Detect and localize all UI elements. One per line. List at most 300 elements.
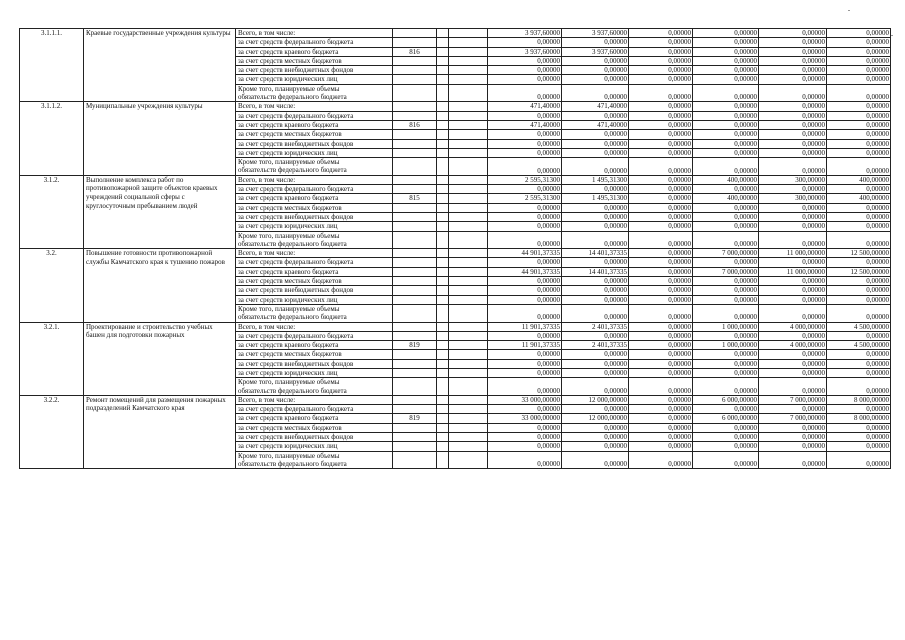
empty-cell (449, 130, 488, 139)
budget-code (393, 331, 437, 340)
amount-cell: 6 000,00000 (693, 395, 759, 404)
amount-cell: 0,00000 (827, 111, 891, 120)
item-name: Ремонт помещений для размещения пожарных подразделений Камчатского края (84, 395, 236, 468)
amount-cell: 0,00000 (693, 158, 759, 176)
amount-cell: 0,00000 (562, 277, 629, 286)
empty-cell (437, 222, 449, 231)
amount-cell: 0,00000 (759, 185, 827, 194)
amount-cell: 0,00000 (693, 222, 759, 231)
funding-source-line: Кроме того, планируемые объемы (238, 231, 340, 240)
empty-cell (437, 203, 449, 212)
table-row (20, 102, 891, 111)
amount-cell: 0,00000 (827, 139, 891, 148)
empty-cell (449, 139, 488, 148)
amount-cell: 0,00000 (693, 350, 759, 359)
amount-cell: 0,00000 (629, 249, 693, 258)
amount-cell: 0,00000 (759, 277, 827, 286)
amount-cell: 8 000,00000 (827, 414, 891, 423)
item-name: Краевые государственные учреждения культуры (84, 29, 236, 102)
amount-cell: 0,00000 (759, 331, 827, 340)
amount-cell: 0,00000 (827, 102, 891, 111)
amount-cell: 0,00000 (562, 185, 629, 194)
amount-cell: 0,00000 (759, 423, 827, 432)
amount-cell: 0,00000 (488, 451, 562, 469)
amount-cell: 0,00000 (827, 148, 891, 157)
budget-code (393, 350, 437, 359)
empty-cell (449, 194, 488, 203)
budget-code: 816 (393, 120, 437, 129)
table-row (20, 29, 891, 38)
amount-cell: 0,00000 (488, 405, 562, 414)
amount-cell: 0,00000 (629, 47, 693, 56)
amount-cell: 0,00000 (629, 38, 693, 47)
amount-cell: 0,00000 (693, 304, 759, 322)
funding-source: за счет средств федерального бюджета (236, 405, 393, 414)
funding-source: Всего, в том числе: (236, 395, 393, 404)
amount-cell: 12 500,00000 (827, 249, 891, 258)
amount-cell: 471,40000 (488, 120, 562, 129)
empty-cell (449, 350, 488, 359)
empty-cell (437, 231, 449, 249)
budget-code (393, 148, 437, 157)
amount-cell: 0,00000 (827, 84, 891, 102)
amount-cell: 0,00000 (759, 295, 827, 304)
amount-cell: 1 000,00000 (693, 341, 759, 350)
empty-cell (449, 295, 488, 304)
budget-code: 815 (393, 194, 437, 203)
empty-cell (437, 47, 449, 56)
amount-cell: 11 000,00000 (759, 267, 827, 276)
amount-cell: 7 000,00000 (693, 249, 759, 258)
empty-cell (449, 29, 488, 38)
amount-cell: 0,00000 (827, 222, 891, 231)
budget-code (393, 451, 437, 469)
amount-cell: 0,00000 (827, 212, 891, 221)
empty-cell (437, 341, 449, 350)
funding-source: за счет средств юридических лиц (236, 295, 393, 304)
amount-cell: 0,00000 (562, 158, 629, 176)
amount-cell: 0,00000 (488, 158, 562, 176)
empty-cell (449, 148, 488, 157)
amount-cell: 0,00000 (629, 442, 693, 451)
amount-cell: 471,40000 (562, 120, 629, 129)
amount-cell: 0,00000 (629, 368, 693, 377)
amount-cell: 2 595,31300 (488, 175, 562, 184)
amount-cell: 0,00000 (629, 158, 693, 176)
empty-cell (437, 304, 449, 322)
funding-source: за счет средств федерального бюджета (236, 111, 393, 120)
amount-cell: 0,00000 (629, 295, 693, 304)
amount-cell: 0,00000 (562, 212, 629, 221)
amount-cell: 0,00000 (827, 158, 891, 176)
budget-code (393, 286, 437, 295)
amount-cell: 1 495,31300 (562, 194, 629, 203)
funding-source: за счет средств внебюджетных фондов (236, 359, 393, 368)
amount-cell: 2 595,31300 (488, 194, 562, 203)
amount-cell: 0,00000 (827, 304, 891, 322)
amount-cell: 0,00000 (827, 38, 891, 47)
amount-cell: 0,00000 (629, 75, 693, 84)
empty-cell (449, 368, 488, 377)
amount-cell: 0,00000 (629, 405, 693, 414)
scan-speck (891, 35, 893, 36)
amount-cell: 0,00000 (488, 359, 562, 368)
budget-code (393, 267, 437, 276)
empty-cell (449, 258, 488, 267)
empty-cell (449, 102, 488, 111)
amount-cell: 0,00000 (488, 38, 562, 47)
item-number: 3.2.1. (20, 322, 84, 395)
funding-source-line: обязательств федерального бюджета (238, 386, 347, 395)
budget-code (393, 222, 437, 231)
empty-cell (449, 442, 488, 451)
empty-cell (437, 368, 449, 377)
empty-cell (449, 212, 488, 221)
amount-cell: 0,00000 (629, 423, 693, 432)
empty-cell (449, 341, 488, 350)
amount-cell: 0,00000 (562, 111, 629, 120)
amount-cell: 0,00000 (827, 75, 891, 84)
empty-cell (437, 359, 449, 368)
amount-cell: 0,00000 (693, 368, 759, 377)
amount-cell: 0,00000 (488, 423, 562, 432)
empty-cell (449, 47, 488, 56)
amount-cell: 0,00000 (629, 231, 693, 249)
amount-cell: 4 000,00000 (759, 322, 827, 331)
amount-cell: 11 901,37335 (488, 322, 562, 331)
amount-cell: 0,00000 (629, 222, 693, 231)
amount-cell: 0,00000 (562, 38, 629, 47)
funding-source (236, 158, 393, 176)
amount-cell: 0,00000 (759, 66, 827, 75)
amount-cell: 0,00000 (488, 350, 562, 359)
amount-cell: 400,00000 (827, 175, 891, 184)
funding-source: за счет средств краевого бюджета (236, 341, 393, 350)
empty-cell (449, 175, 488, 184)
amount-cell: 0,00000 (562, 295, 629, 304)
budget-code (393, 75, 437, 84)
item-name: Муниципальные учреждения культуры (84, 102, 236, 175)
amount-cell: 0,00000 (693, 231, 759, 249)
amount-cell: 0,00000 (827, 433, 891, 442)
amount-cell: 0,00000 (759, 350, 827, 359)
amount-cell: 0,00000 (693, 212, 759, 221)
amount-cell: 0,00000 (693, 277, 759, 286)
amount-cell: 1 000,00000 (693, 322, 759, 331)
funding-source: за счет средств внебюджетных фондов (236, 139, 393, 148)
scan-speck (848, 10, 850, 11)
funding-source: Всего, в том числе: (236, 102, 393, 111)
funding-source-line: Кроме того, планируемые объемы (238, 304, 340, 313)
amount-cell: 0,00000 (562, 75, 629, 84)
funding-source: за счет средств внебюджетных фондов (236, 286, 393, 295)
empty-cell (437, 56, 449, 65)
funding-source (236, 378, 393, 396)
amount-cell: 0,00000 (562, 286, 629, 295)
empty-cell (437, 378, 449, 396)
amount-cell: 0,00000 (562, 451, 629, 469)
amount-cell: 300,00000 (759, 194, 827, 203)
amount-cell: 0,00000 (759, 451, 827, 469)
amount-cell: 0,00000 (488, 331, 562, 340)
budget-code (393, 203, 437, 212)
funding-source: за счет средств юридических лиц (236, 222, 393, 231)
budget-code (393, 130, 437, 139)
amount-cell: 0,00000 (562, 56, 629, 65)
amount-cell: 0,00000 (629, 66, 693, 75)
empty-cell (437, 331, 449, 340)
amount-cell: 0,00000 (562, 331, 629, 340)
amount-cell: 0,00000 (488, 433, 562, 442)
empty-cell (449, 451, 488, 469)
empty-cell (449, 378, 488, 396)
budget-code: 819 (393, 341, 437, 350)
amount-cell: 0,00000 (488, 111, 562, 120)
amount-cell: 0,00000 (562, 148, 629, 157)
funding-source: за счет средств местных бюджетов (236, 350, 393, 359)
budget-code (393, 442, 437, 451)
amount-cell: 0,00000 (827, 368, 891, 377)
amount-cell: 0,00000 (759, 286, 827, 295)
item-number: 3.2. (20, 249, 84, 322)
amount-cell: 0,00000 (562, 359, 629, 368)
amount-cell: 0,00000 (693, 56, 759, 65)
amount-cell: 0,00000 (759, 258, 827, 267)
budget-code (393, 139, 437, 148)
amount-cell: 0,00000 (629, 414, 693, 423)
empty-cell (437, 194, 449, 203)
amount-cell: 300,00000 (759, 175, 827, 184)
empty-cell (449, 395, 488, 404)
amount-cell: 0,00000 (629, 331, 693, 340)
amount-cell: 0,00000 (488, 231, 562, 249)
funding-source: за счет средств местных бюджетов (236, 203, 393, 212)
budget-code (393, 175, 437, 184)
amount-cell: 0,00000 (488, 66, 562, 75)
amount-cell: 0,00000 (562, 139, 629, 148)
empty-cell (437, 111, 449, 120)
amount-cell: 0,00000 (693, 47, 759, 56)
amount-cell: 0,00000 (759, 359, 827, 368)
amount-cell: 0,00000 (488, 378, 562, 396)
amount-cell: 0,00000 (693, 203, 759, 212)
amount-cell: 0,00000 (562, 350, 629, 359)
amount-cell: 0,00000 (693, 442, 759, 451)
amount-cell: 0,00000 (759, 120, 827, 129)
empty-cell (449, 120, 488, 129)
amount-cell: 0,00000 (488, 258, 562, 267)
amount-cell: 0,00000 (759, 56, 827, 65)
funding-source-line: обязательств федерального бюджета (238, 459, 347, 468)
empty-cell (437, 350, 449, 359)
budget-table (19, 28, 891, 469)
funding-source (236, 304, 393, 322)
amount-cell: 0,00000 (629, 120, 693, 129)
amount-cell: 0,00000 (693, 139, 759, 148)
budget-code (393, 102, 437, 111)
amount-cell: 0,00000 (562, 84, 629, 102)
amount-cell: 0,00000 (488, 56, 562, 65)
amount-cell: 1 495,31300 (562, 175, 629, 184)
amount-cell: 3 937,60000 (488, 29, 562, 38)
amount-cell: 0,00000 (488, 222, 562, 231)
amount-cell: 4 500,00000 (827, 341, 891, 350)
empty-cell (437, 433, 449, 442)
amount-cell: 0,00000 (827, 359, 891, 368)
funding-source: за счет средств краевого бюджета (236, 120, 393, 129)
amount-cell: 0,00000 (488, 148, 562, 157)
amount-cell: 0,00000 (488, 203, 562, 212)
empty-cell (449, 66, 488, 75)
amount-cell: 0,00000 (562, 304, 629, 322)
budget-code (393, 359, 437, 368)
empty-cell (437, 442, 449, 451)
budget-code (393, 405, 437, 414)
amount-cell: 0,00000 (759, 148, 827, 157)
amount-cell: 0,00000 (562, 442, 629, 451)
amount-cell: 33 000,00000 (488, 395, 562, 404)
empty-cell (437, 29, 449, 38)
amount-cell: 0,00000 (488, 185, 562, 194)
amount-cell: 0,00000 (629, 286, 693, 295)
amount-cell: 0,00000 (562, 231, 629, 249)
budget-code (393, 231, 437, 249)
amount-cell: 2 401,37335 (562, 322, 629, 331)
empty-cell (449, 38, 488, 47)
item-name: Выполнение комплекса работ по противопожарной защите объектов краевых учреждений социальной сферы с круглосуточным пребыванием людей (84, 175, 236, 248)
empty-cell (437, 423, 449, 432)
amount-cell: 0,00000 (827, 56, 891, 65)
item-name: Проектирование и строительство учебных башен для подготовки пожарных (84, 322, 236, 395)
item-number: 3.2.2. (20, 395, 84, 468)
amount-cell: 0,00000 (759, 368, 827, 377)
funding-source: за счет средств краевого бюджета (236, 47, 393, 56)
amount-cell: 4 000,00000 (759, 341, 827, 350)
amount-cell: 0,00000 (629, 175, 693, 184)
amount-cell: 0,00000 (693, 405, 759, 414)
funding-source: за счет средств внебюджетных фондов (236, 212, 393, 221)
amount-cell: 0,00000 (693, 102, 759, 111)
amount-cell: 0,00000 (488, 286, 562, 295)
amount-cell: 0,00000 (827, 331, 891, 340)
amount-cell: 7 000,00000 (693, 267, 759, 276)
funding-source: за счет средств краевого бюджета (236, 267, 393, 276)
funding-source: за счет средств краевого бюджета (236, 194, 393, 203)
amount-cell: 0,00000 (827, 130, 891, 139)
amount-cell: 0,00000 (629, 341, 693, 350)
amount-cell: 0,00000 (629, 322, 693, 331)
amount-cell: 0,00000 (693, 75, 759, 84)
empty-cell (437, 139, 449, 148)
amount-cell: 0,00000 (759, 47, 827, 56)
empty-cell (437, 148, 449, 157)
empty-cell (437, 258, 449, 267)
budget-code (393, 304, 437, 322)
amount-cell: 0,00000 (562, 258, 629, 267)
amount-cell: 0,00000 (693, 185, 759, 194)
empty-cell (437, 405, 449, 414)
amount-cell: 0,00000 (488, 442, 562, 451)
amount-cell: 0,00000 (759, 304, 827, 322)
amount-cell: 0,00000 (693, 148, 759, 157)
funding-source: за счет средств федерального бюджета (236, 258, 393, 267)
amount-cell: 0,00000 (759, 212, 827, 221)
funding-source: за счет средств федерального бюджета (236, 38, 393, 47)
funding-source (236, 84, 393, 102)
amount-cell: 0,00000 (693, 258, 759, 267)
budget-code (393, 111, 437, 120)
amount-cell: 0,00000 (693, 38, 759, 47)
item-number: 3.1.1.2. (20, 102, 84, 175)
empty-cell (449, 267, 488, 276)
amount-cell: 0,00000 (562, 405, 629, 414)
budget-code: 819 (393, 414, 437, 423)
empty-cell (449, 331, 488, 340)
amount-cell: 7 000,00000 (759, 414, 827, 423)
amount-cell: 0,00000 (562, 130, 629, 139)
funding-source: Всего, в том числе: (236, 175, 393, 184)
amount-cell: 0,00000 (562, 203, 629, 212)
amount-cell: 0,00000 (488, 304, 562, 322)
amount-cell: 0,00000 (827, 451, 891, 469)
amount-cell: 0,00000 (562, 222, 629, 231)
budget-code (393, 158, 437, 176)
amount-cell: 14 401,37335 (562, 267, 629, 276)
amount-cell: 0,00000 (827, 295, 891, 304)
amount-cell: 0,00000 (827, 66, 891, 75)
budget-code (393, 433, 437, 442)
amount-cell: 0,00000 (693, 29, 759, 38)
amount-cell: 0,00000 (759, 75, 827, 84)
funding-source: за счет средств юридических лиц (236, 442, 393, 451)
amount-cell: 0,00000 (827, 47, 891, 56)
amount-cell: 11 000,00000 (759, 249, 827, 258)
amount-cell: 0,00000 (629, 102, 693, 111)
amount-cell: 0,00000 (562, 423, 629, 432)
empty-cell (437, 267, 449, 276)
amount-cell: 0,00000 (629, 359, 693, 368)
budget-code (393, 29, 437, 38)
amount-cell: 0,00000 (759, 29, 827, 38)
funding-source: за счет средств местных бюджетов (236, 130, 393, 139)
funding-source (236, 451, 393, 469)
amount-cell: 0,00000 (759, 433, 827, 442)
item-name: Повышение готовности противопожарной службы Камчатского края к тушению пожаров (84, 249, 236, 322)
empty-cell (437, 249, 449, 258)
amount-cell: 0,00000 (629, 277, 693, 286)
empty-cell (449, 286, 488, 295)
amount-cell: 44 901,37335 (488, 249, 562, 258)
budget-code (393, 395, 437, 404)
budget-code (393, 368, 437, 377)
funding-source-line: обязательств федерального бюджета (238, 313, 347, 322)
amount-cell: 6 000,00000 (693, 414, 759, 423)
amount-cell: 0,00000 (693, 295, 759, 304)
funding-source-line: Кроме того, планируемые объемы (238, 84, 340, 93)
amount-cell: 0,00000 (693, 423, 759, 432)
amount-cell: 0,00000 (693, 84, 759, 102)
item-number: 3.1.1.1. (20, 29, 84, 102)
empty-cell (437, 120, 449, 129)
amount-cell: 0,00000 (759, 139, 827, 148)
amount-cell: 3 937,60000 (562, 29, 629, 38)
budget-code (393, 378, 437, 396)
empty-cell (437, 158, 449, 176)
amount-cell: 400,00000 (693, 175, 759, 184)
empty-cell (449, 304, 488, 322)
amount-cell: 0,00000 (629, 29, 693, 38)
amount-cell: 0,00000 (759, 231, 827, 249)
